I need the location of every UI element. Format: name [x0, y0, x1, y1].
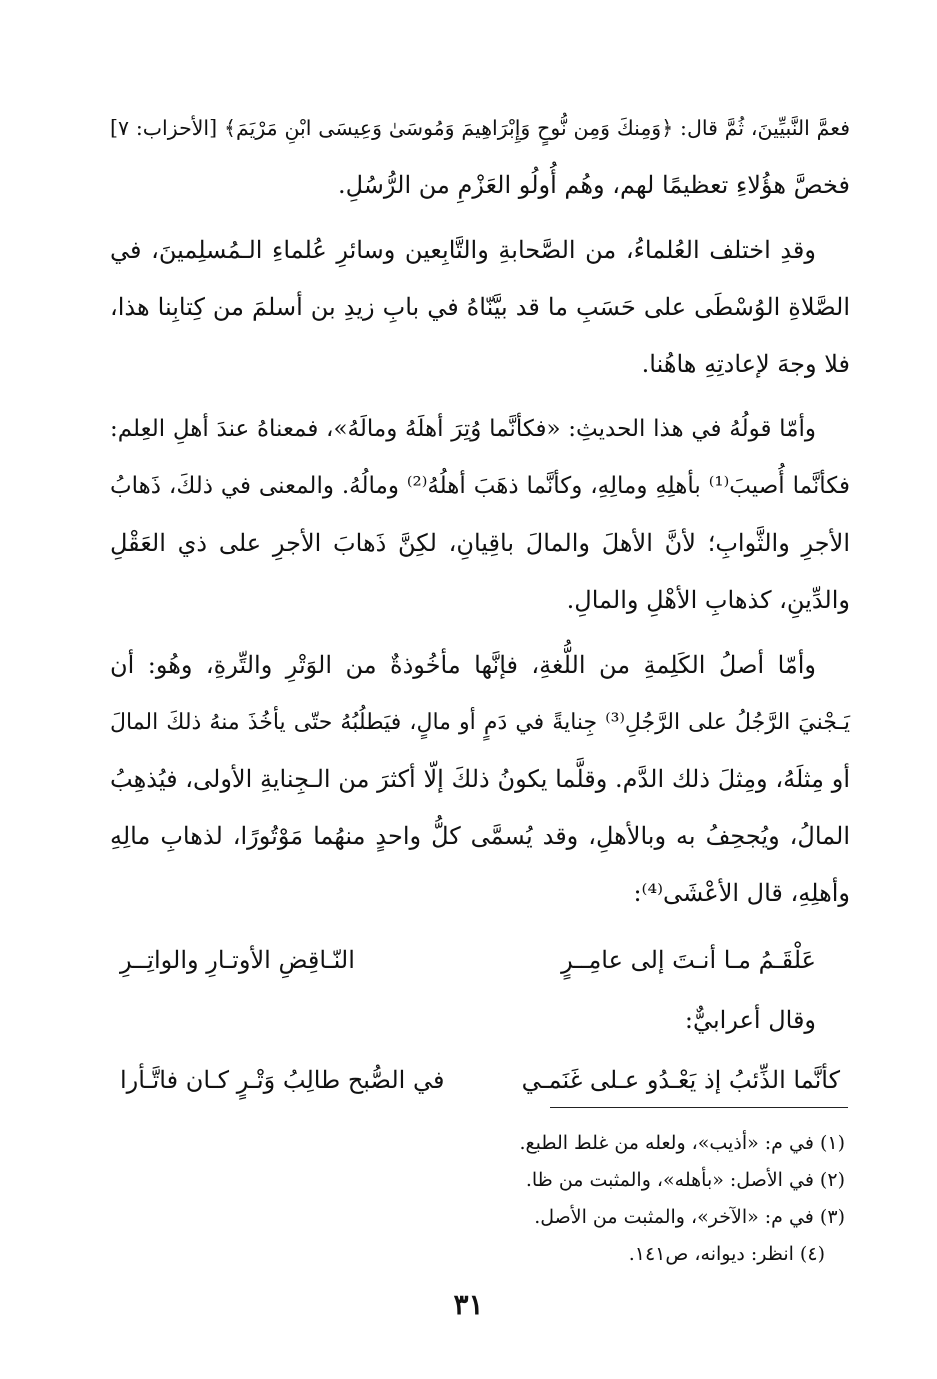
verse-first-hemistich: عَلْقَـمُ مـا أنـتَ إلى عامِــرٍ — [561, 946, 816, 974]
text-line: فلا وجهَ لإعادتِهِ هاهُنا. — [641, 350, 850, 378]
verse-second-hemistich: النّـاقِضِ الأوتـارِ والواتِــرِ — [120, 946, 355, 974]
poem-verse-2 — [110, 1050, 850, 1110]
text-line: وقدِ اختلف العُلماءُ، من الصَّحابةِ والتَّابِعين وسائرِ عُلماءِ الـمُسلِمينَ، في — [110, 236, 816, 264]
verse-second-hemistich: في الصُّبح طالِبُ وَتْـرٍ كـان فاتَّـأرا — [120, 1066, 445, 1094]
text-line: فكأنَّما أُصيبَ⁽¹⁾ بأهلِهِ ومالِهِ، وكأنَّما ذهَبَ أهلُهُ⁽²⁾ ومالُهُ. والمعنى في ذلكَ، ذَهابُ — [110, 473, 850, 499]
footnote-4: (٤) انظر: ديوانه، ص١٤١. — [628, 1243, 825, 1265]
text-line: والدِّينِ، كذهابِ الأهْلِ والمالِ. — [566, 586, 850, 614]
main-text — [110, 100, 850, 1110]
text-line: الأجرِ والثَّوابِ؛ لأنَّ الأهلَ والمالَ باقِيانِ، لكِنَّ ذَهابَ الأجرِ على ذي العَقْلِ — [110, 529, 850, 557]
text-line: المالُ، ويُجحِفُ به وبالأهلِ، وقد يُسمَّى كلُّ واحدٍ منهُما مَوْتُورًا، لذهابِ مالِهِ — [110, 822, 850, 850]
paragraph-3 — [110, 401, 850, 629]
footnote-separator — [550, 1107, 848, 1108]
footnote-2: (٢) في الأصل: «بأهله»، والمثبت من ظا. — [525, 1169, 845, 1191]
text-line: فخصَّ هؤُلاءِ تعظيمًا لهم، وهُم أُولُو العَزْمِ من الرُّسُلِ. — [337, 171, 850, 199]
footnote-1: (١) في م: «أذيب»، ولعله من غلط الطبع. — [519, 1132, 845, 1154]
text-line: أو مِثلَهُ، ومِثلَ ذلك الدَّم. وقلَّما يكونُ ذلكَ إلّا أكثرَ من الـجِنايةِ الأولى، فيُذهِبُ — [110, 765, 850, 793]
text-line: وأهلِهِ، قال الأعْشَى⁽⁴⁾: — [633, 879, 850, 907]
page-number: ٣١ — [453, 1288, 484, 1321]
footnotes — [245, 1125, 845, 1273]
text-line: وأمّا قولُهُ في هذا الحديثِ: «فكأنَّما وُتِرَ أهلَهُ ومالَهُ»، فمعناهُ عندَ أهلِ العِلم: — [110, 416, 816, 442]
text-line: فعمَّ النَّبيِّينَ، ثُمَّ قال: ﴿وَمِنكَ وَمِن نُّوحٍ وَإِبْرَاهِيمَ وَمُوسَىٰ وَعِيسَى ابْنِ مَرْيَمَ﴾ [الأحزاب: ٧] — [110, 116, 850, 140]
paragraph-4 — [110, 637, 850, 922]
text-line: يَـجْنيَ الرَّجُلُ على الرَّجُلِ⁽³⁾ جِنايةً في دَمٍ أو مالٍ، فيَطلُبُهُ حتّى يأخُذَ منهُ ذلكَ المالَ — [110, 710, 851, 735]
footnote-3: (٣) في م: «الآخر»، والمثبت من الأصل. — [534, 1206, 845, 1228]
paragraph-1 — [110, 100, 850, 214]
verse-first-hemistich: كأنَّما الذِّئبُ إذ يَعْـدُو عـلى غَنَمـي — [521, 1066, 840, 1094]
poem-intro: وقال أعرابيٌّ: — [684, 1006, 816, 1034]
poem-verse-1 — [110, 930, 850, 990]
text-line: الصَّلاةِ الوُسْطَى على حَسَبِ ما قد بيَّنّاهُ في بابِ زيدِ بن أسلمَ من كِتابِنا هذا، — [110, 293, 850, 321]
text-line: وأمّا أصلُ الكَلِمةِ من اللُّغةِ، فإنَّها مأخُوذةٌ من الوَتْرِ والتِّرةِ، وهُو: أن — [110, 651, 816, 679]
paragraph-2 — [110, 222, 850, 393]
